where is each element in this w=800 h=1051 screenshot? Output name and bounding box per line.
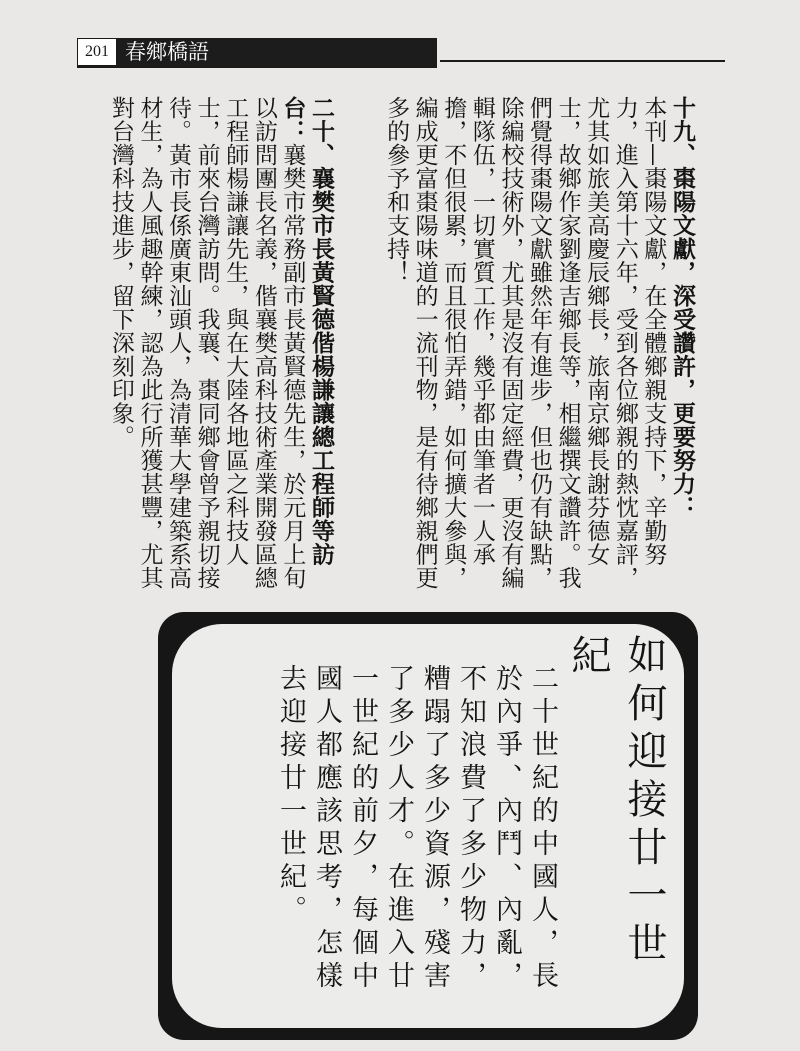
page-number: 201 <box>77 38 117 66</box>
section-heading: 十九、棗陽文獻，深受讚許，更要努力： <box>669 96 695 519</box>
poem-body: 二十世紀的中國人，長於內爭、內鬥、內亂，不知浪費了多少物力，糟蹋了多少資源，殘害了多少人才。在進入廿一世紀的前夕，每個中國人都應該思考，怎樣去迎接廿一世紀。 <box>275 664 558 994</box>
poem-title: 如何迎接廿一世紀 <box>565 634 667 970</box>
book-title: 春鄉橋語 <box>117 38 437 66</box>
poem-frame <box>158 612 698 1040</box>
section-twenty <box>105 96 335 601</box>
poem <box>202 634 672 1009</box>
section-heading: 二十、襄樊市長黃賢德偕楊謙讓總工程師等訪台： <box>279 96 334 566</box>
section-body: 襄樊市常務副市長黃賢德先生，於元月上旬以訪問團長名義，偕襄樊高科技術產業開發區總工程師楊謙讓先生，與在大陸各地區之科技人士，前來台灣訪問。我襄、棗同鄉會曾予親切接待。黃市長係廣東汕頭人，為清華大學建築系高材生，為人風趣幹練，認為此行所獲甚豐，尤其對台灣科技進步，留下深刻印象。 <box>107 96 306 590</box>
header-rule <box>440 60 725 62</box>
section-body: 本刊—棗陽文獻，在全體鄉親支持下，辛勤努力，進入第十六年，受到各位鄉親的熱忱嘉評，尤其如旅美高慶辰鄉長，旅南京鄉長謝芬德女士，故鄉作家劉逢吉鄉長等，相繼撰文讚許。我們覺得棗陽文獻雖然年有進步，但也仍有缺點，除編校技術外，尤其是沒有固定經費，更沒有編輯隊伍，一切實質工作，幾乎都由筆者一人承擔，不但很累，而且很怕弄錯，如何擴大參與，編成更富棗陽味道的一流刊物，是有待鄉親們更多的參予和支持！ <box>383 96 667 590</box>
page-header <box>77 38 437 68</box>
section-nineteen <box>352 96 696 601</box>
